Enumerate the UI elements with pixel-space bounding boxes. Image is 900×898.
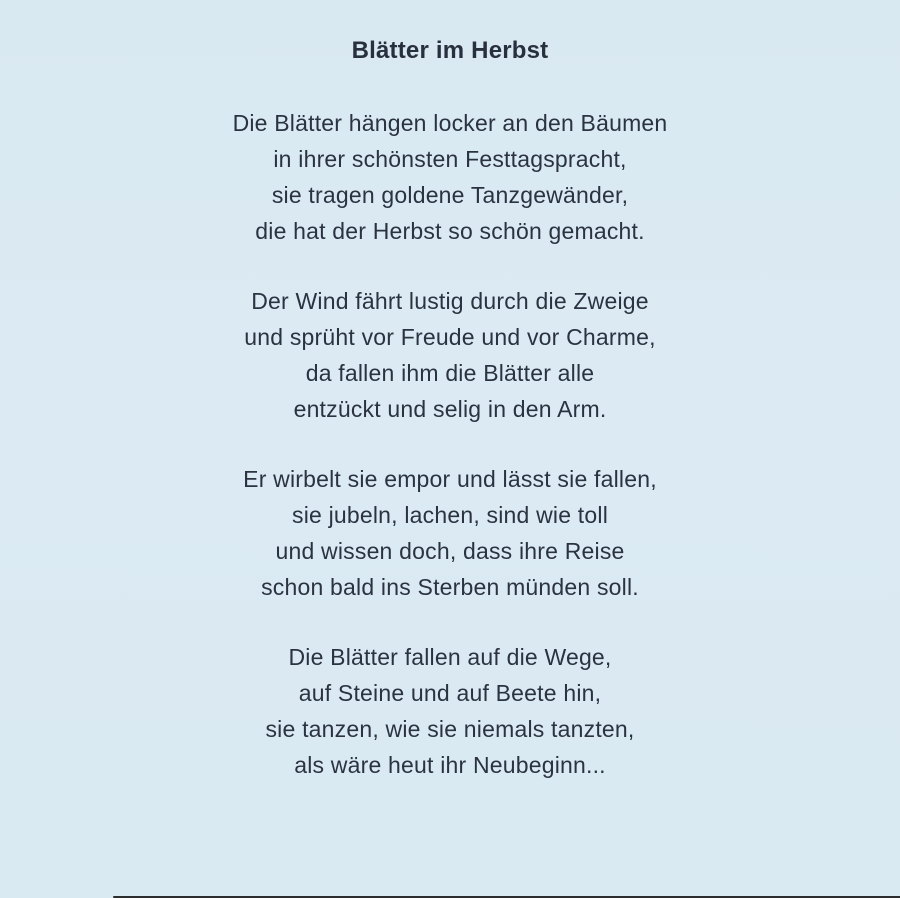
poem-line: und sprüht vor Freude und vor Charme,	[244, 324, 656, 350]
poem-line: Die Blätter fallen auf die Wege,	[288, 644, 612, 670]
poem-line: entzückt und selig in den Arm.	[293, 396, 607, 422]
poem-line: sie jubeln, lachen, sind wie toll	[292, 502, 608, 528]
poem-line: Der Wind fährt lustig durch die Zweige	[251, 288, 649, 314]
poem-line: Die Blätter hängen locker an den Bäumen	[232, 110, 668, 136]
poem-stanza-2	[0, 283, 900, 427]
poem-line: auf Steine und auf Beete hin,	[298, 680, 602, 706]
poem-line: sie tragen goldene Tanzgewänder,	[271, 182, 629, 208]
poem-line: die hat der Herbst so schön gemacht.	[255, 218, 645, 244]
poem-line: Er wirbelt sie empor und lässt sie fallen,	[243, 466, 657, 492]
poem-stanza-4	[0, 639, 900, 783]
poem-line: da fallen ihm die Blätter alle	[305, 360, 595, 386]
poem-title: Blätter im Herbst	[351, 37, 549, 64]
poem-line: und wissen doch, dass ihre Reise	[275, 538, 625, 564]
poem-line: schon bald ins Sterben münden soll.	[261, 574, 639, 600]
poem-line: als wäre heut ihr Neubeginn...	[294, 752, 606, 778]
poem-stanza-3	[0, 461, 900, 605]
poem-line: in ihrer schönsten Festtagspracht,	[273, 146, 627, 172]
poem-line: sie tanzen, wie sie niemals tanzten,	[265, 716, 635, 742]
poem-stanza-1	[0, 105, 900, 249]
